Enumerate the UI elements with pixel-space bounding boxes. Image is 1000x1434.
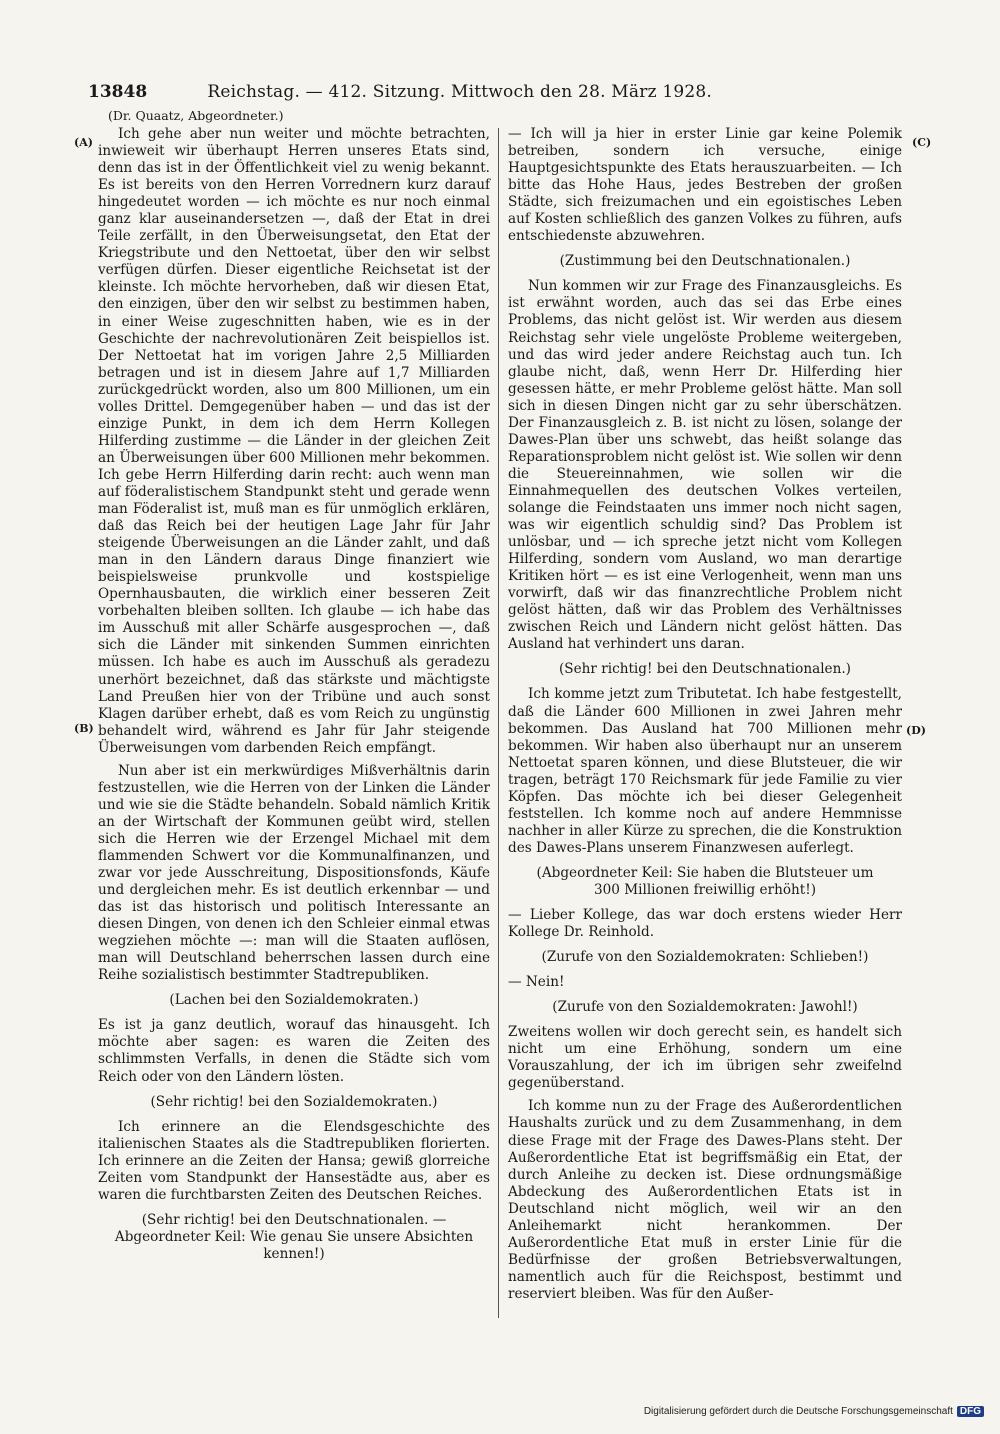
column-divider [498,128,499,1318]
margin-marker-b: (B) [74,722,94,735]
footer-text: Digitalisierung gefördert durch die Deutsche Forschungsgemeinschaft [643,1406,953,1417]
paragraph: Ich erinnere an die Elendsgeschichte des italienischen Staates als die Stadtrepubliken florierten. Ich erinnere an die Zeiten der Hansa; gewiß glorreiche Zeiten vom Standpunkt der Hansestädte aus, aber es waren die furchtbarsten Zeiten des Deutschen Reiches. [98,1118,490,1203]
page-number: 13848 [88,82,148,102]
paragraph: Nun kommen wir zur Frage des Finanzausgleichs. Es ist erwähnt worden, auch das sei das Erbe eines Problems, das nicht gelöst ist. Wir werden aus diesem Reichstag sehr viele ungelöste Probleme weitergeben, und das wird jeder andere Reichstag auch tun. Ich glaube nicht, daß, wenn Herr Dr. Hilferding hier gesessen hätte, er mehr Probleme gelöst hätte. Man soll sich in diesen Dingen nicht gar zu sehr überschätzen. Der Finanzausgleich z. B. ist nicht zu lösen, solange der Dawes-Plan über uns schwebt, das heißt solange das Reparationsproblem nicht gelöst ist. Wie sollen wir denn die Steuereinnahmen, wie sollen wir die Einnahmequellen des deutschen Volkes verteilen, solange die Feindstaaten uns immer noch nicht sagen, was wir eigentlich schuldig sind? Das Problem ist unlösbar, und — ich spreche jetzt nicht vom Kollegen Hilferding, sondern vom Ausland, wo man derartige Kritiken hört — es ist eine Verlogenheit, wenn man uns vorwirft, daß wir das finanzrechtliche Problem nicht gelöst hätten, daß wir das Problem des Verhältnisses zwischen Reich und Ländern nicht gelöst hätten. Das Ausland hat verhindert uns daran. [508,278,902,653]
paragraph: — Lieber Kollege, das war doch erstens wieder Herr Kollege Dr. Reinhold. [508,907,902,941]
paragraph: Ich gehe aber nun weiter und möchte betrachten, inwieweit wir überhaupt Herren unseres Etats sind, denn das ist in der Öffentlichkeit viel zu wenig bekannt. Es ist bereits von den Herren Vorrednern kurz darauf hingedeutet worden — ich möchte es nur noch einmal ganz klar auseinandersetzen —, daß der Etat in drei Teile zerfällt, in den Überweisungsetat, den Etat der Kriegstribute und den Nettoetat, über den wir selbst verfügen dürfen. Dieser eigentliche Reichsetat ist der kleinste. Ich möchte hervorheben, daß wir diesen Etat, den einzigen, über den wir selbst zu bestimmen haben, in einer Weise zugeschnitten haben, wie es in der Geschichte der nachrevolutionären Zeit beispiellos ist. Der Nettoetat hat im vorigen Jahre 2,5 Milliarden betragen und ist in diesem Jahre auf 1,7 Milliarden zurückgedrückt worden, also um 800 Millionen, um ein volles Drittel. Demgegenüber haben — und das ist der einzige Punkt, in dem ich dem Herrn Kollegen Hilferding zustimme — die Länder in der gleichen Zeit an Überweisungen über 600 Millionen mehr bekommen. Ich gebe Herrn Hilferding darin recht: auch wenn man auf föderalistischem Standpunkt steht und gerade wenn man Föderalist ist, muß man es für unmöglich erklären, daß das Reich bei der heutigen Lage Jahr für Jahr steigende Überweisungen an die Länder zahlt, und daß man in den Ländern daraus Dinge finanziert wie beispielsweise prunkvolle und kostspielige Opernhausbauten, die wirklich einer besseren Zeit vorbehalten bleiben sollten. Ich glaube — ich habe das im Ausschuß mit aller Schärfe ausgesprochen —, daß sich die Länder mit sinkenden Summen einrichten müssen. Ich habe es auch im Ausschuß als geradezu unerhört bezeichnet, daß das stärkste und mächtigste Land Preußen hier von der Tribüne und auch sonst Klagen darüber erhebt, daß es vom Reich zu ungünstig behandelt wird, während es Jahr für Jahr steigende Überweisungen vom darbenden Reich empfängt. [98,126,490,756]
paragraph: Nun aber ist ein merkwürdiges Mißverhältnis darin festzustellen, wie die Herren von der Linken die Länder und wie sie die Städte behandeln. Sobald nämlich Kritik an der Wirtschaft der Kommunen geübt wird, stellen sich die Herren wie der Erzengel Michael mit dem flammenden Schwert vor die Kommunalfinanzen, und zwar vor jede Ausschreitung, Dispositionsfonds, Käufe und dergleichen mehr. Es ist deutlich erkennbar — und das ist das historisch und politisch Interessante an diesen Dingen, von denen ich den Schleier einmal etwas wegziehen möchte —: man will die Staaten auflösen, man will Deutschland beherrschen lassen durch eine Reihe sozialistisch bestimmter Stadtrepubliken. [98,762,490,984]
page-header [88,82,712,108]
paragraph: — Nein! [508,974,565,991]
margin-marker-c: (C) [912,136,932,149]
paragraph: Ich komme nun zu der Frage des Außerordentlichen Haushalts zurück und zu dem Zusammenhang, in dem diese Frage mit der Frage des Dawes-Plans steht. Der Außerordentliche Etat ist begriffsmäßig ein Etat, der durch Anleihe zu decken ist. Diese ordnungsmäßige Abdeckung des Außerordentlichen Etats ist in Deutschland nicht möglich, weil wir an den Anleihemarkt nicht herankommen. Der Außerordentliche Etat muß in erster Linie für die Bedürfnisse der großen Betriebsverwaltungen, namentlich auch für die Reichspost, bestimmt und reserviert bleiben. Was für den Außer- [508,1098,902,1302]
interjection: (Lachen bei den Sozialdemokraten.) [169,992,419,1009]
interjection: (Zurufe von den Sozialdemokraten: Jawohl!) [552,999,858,1016]
interjection: (Sehr richtig! bei den Sozialdemokraten.) [150,1093,438,1110]
interjection: (Abgeordneter Keil: Sie haben die Blutsteuer um 300 Millionen freiwillig erhöht!) [536,864,874,898]
left-column [98,126,490,1271]
interjection: (Sehr richtig! bei den Deutschnationalen.) [559,661,851,678]
dfg-logo: DFG [957,1406,984,1417]
speaker-label: (Dr. Quaatz, Abgeordneter.) [108,108,284,123]
running-title: Reichstag. — 412. Sitzung. Mittwoch den 28. März 1928. [207,82,712,102]
interjection: (Sehr richtig! bei den Deutschnationalen. — Abgeordneter Keil: Wie genau Sie unsere Absichten kennen!) [114,1211,474,1262]
paragraph: Zweitens wollen wir doch gerecht sein, es handelt sich nicht um eine Erhöhung, sondern um eine Vorauszahlung, der ich im übrigen sehr zweifelnd gegenüberstand. [508,1024,902,1092]
right-column [508,126,902,1303]
paragraph: Es ist ja ganz deutlich, worauf das hinausgeht. Ich möchte aber sagen: es waren die Zeiten des schlimmsten Verfalls, in denen die Städte sich vom Reich oder von den Ländern lösten. [98,1017,490,1085]
paragraph: Ich komme jetzt zum Tributetat. Ich habe festgestellt, daß die Länder 600 Millionen in zwei Jahren mehr bekommen. Das Ausland hat 700 Millionen mehr bekommen. Wir haben also überhaupt nur an unserem Nettoetat sparen können, und diese Blutsteuer, die wir tragen, beträgt 170 Reichsmark für jede Familie zu vier Köpfen. Das möchte ich bei dieser Gelegenheit feststellen. Ich komme noch auf andere Hemmnisse nachher in aller Kürze zu sprechen, die die Konstruktion des Dawes-Plans unserem Finanzwesen auferlegt. [508,686,902,856]
digitization-footer [644,1406,984,1417]
paragraph: — Ich will ja hier in erster Linie gar keine Polemik betreiben, sondern ich versuche, einige Hauptgesichtspunkte des Etats herauszuarbeiten. — Ich bitte das Hohe Haus, jedes Bestreben der großen Städte, sich freizumachen und ein egoistisches Leben auf Kosten schließlich des ganzen Volkes zu führen, aufs entschiedenste abzuwehren. [508,126,902,245]
interjection: (Zustimmung bei den Deutschnationalen.) [559,253,851,270]
margin-marker-d: (D) [906,724,926,737]
margin-marker-a: (A) [74,136,93,149]
interjection: (Zurufe von den Sozialdemokraten: Schlieben!) [541,949,869,966]
